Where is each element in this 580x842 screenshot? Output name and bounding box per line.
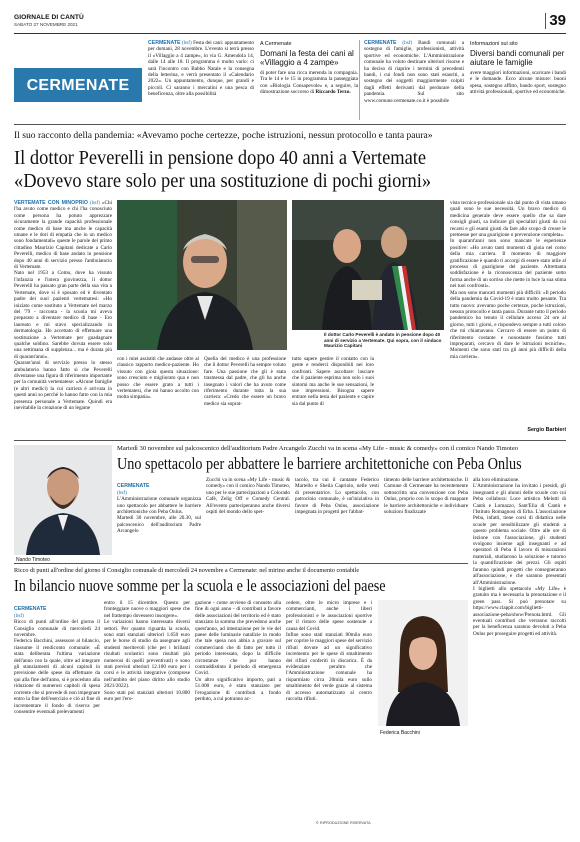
article2-headline: Uno spettacolo per abbattere le barriere architettoniche con Peba Onlus: [117, 454, 522, 473]
article2-column-4: timento delle barriere architettoniche. Il Comune di Cermenate ha recentemente sottoscritto una convenzione con Peba Onlus, proprio con lo scopo di mappare le barriere architettoniche e individuare soluzioni finalizzate: [384, 477, 468, 516]
timoteo-photo-illustration: [14, 445, 112, 555]
article3-lead: CERMENATE: [14, 606, 47, 613]
article3-rights: © RIPRODUZIONE RISERVATA: [316, 821, 371, 825]
main-photo-caption: Il dottor Carlo Peverelli è andato in pensione dopo 40 anni di servizio a Vertemate. Qui sopra, con il sindaco Maurizio Capitani: [324, 332, 442, 349]
brief-bandi-text2: avere maggiori informazioni, scaricare i bandi e le domande. Ecco alcune misure: buoni spesa, sostegno affitto, bando sport, sostegno attività professionali, sportive ed economiche.: [470, 70, 566, 96]
article2-column-3: tacolo, tra cui il cantante Federico Martello e Sheila Capriolo, nelle vesti di presentatrice. Lo spettacolo, con patrocinio comunale, è un'iniziativa in favore di Peba Onlus, associazione impegnata in progetti per l'abbat-: [295, 477, 379, 516]
brief-body: Festa dei cani: appuntamento per domani, 28 novembre. L'evento si terrà presso il «Villaggio a 4 zampe», in via G. Amendola 14, dalle 14 alle 18. Il programma è molto vario: ci sarà l'incontro con Babbo Natale e la consegna della letterina, e verrà presentato il «Calendario 2022». Un appuntamento, dunque, per grandi e piccoli. Ci saranno i mercatini e una pesca di beneficenza, oltre alla possibilità: [148, 40, 254, 98]
article2-overline: Martedì 30 novembre sul palcoscenico dell'auditorium Padre Arcangelo Zucchi va in scena «My Life - music & comedy» con il comico Nando Timoteo: [117, 445, 519, 452]
brief-body: Bandi comunali a sostegno di famiglie, professionisti, attività sportive ed economiche. L'Amministrazione comunale ha voluto destinare ulteriori risorse e ha deciso di riaprire i termini di precedenti bandi, i cui fondi non sono stati esauriti, a sostegno dei soggetti maggiormente colpiti dagli effetti derivanti dal perdurare della pandemia. Sul sito www.comune.cermenate.co.it è possibile: [364, 40, 464, 104]
page-number: 39: [549, 12, 566, 29]
brief-bandi-kicker: Informazioni sul sito: [470, 41, 518, 47]
photo-federica-bacchini: [378, 600, 468, 726]
brief-festa-cani-title: Domani la festa dei cani al «Villaggio a 4 zampe»: [260, 49, 354, 68]
main-overline: Il suo racconto della pandemia: «Avevamo poche certezze, poche istruzioni, nessun protocollo e tanta paura»: [14, 130, 433, 141]
article2-body-1: L'Amministrazione comunale organizza uno spettacolo per abbattere le barriere architettoniche con Peba Onlus. Martedì 30 novembre, alle 20.30, sul palcoscenico dell'auditorium Padre Arcangelo: [117, 496, 201, 535]
main-body-1: «Chi l'ha avuto come medico e chi l'ha conosciuto come persona ha potuto apprezzare sicuramente la grande capacità professionale come medico di base ma anche le capacità umane e le doti di empatia che in un medico sono fondamentali» queste le parole del primo cittadino Maurizio Capitani dedicate a Carlo Peverelli, medico di base andato in pensione dopo 40 anni di servizio presso l'ambulatorio di Vertemate. Nato nel 1953 a Como, dove ha vissuto l'infanzia e l'intera giovinezza, il dottor Peverelli ha passato gran parte della sua vita a Vertemate, dove si è sposato ed è diventato padre dei suoi pazienti vertematesi: «Ho iniziato come sostituto a Vertemate nel marzo del '79 - racconta - la scuola mi aveva preparato a diventare medico di base - Ero laureato e mi stavo specializzando in dermatologia. Ho accettato di effettuare una sostituzione a Vertemate per guadagnare qualche soldino. Sarebbe dovuta essere solo una settimana di supplenza... ma è durata più di quarant'anni». Quarant'anni di servizio presso lo stesso ambulatorio hanno fatto sì che Peverelli diventasse una figura di riferimento importante per la comunità vertematese: «Alcune famiglie (e altri medici) la cui carriera è arrivata in questi anni so perché lo hanno fatto con la mia presenza personale a Vertemate. Quindi era inevitabile la creazione di un legame: [14, 200, 112, 411]
article3-overline: Ricco di punti all'ordine del giorno il Consiglio comunale di mercoledì 24 novembre a Cermenate: nel mirino anche il documento contabile: [14, 567, 360, 574]
main-lead: VERTEMATE CON MINOPRIO: [14, 200, 88, 206]
main-column-3: Quella del medico è una professione che il dottor Peverelli ha sempre voluto fare. Una passione che gli è stata trasmessa dal padre, che gli ha anche insegnato i valori che ha avuto come riferimento durante tutta la sua carriera: «Credo che essere un bravo medico sia soprat-: [204, 356, 286, 407]
main-headline-2: «Dovevo stare solo per una sostituzione di pochi giorni»: [14, 170, 432, 192]
article3-tag: (bsf): [14, 612, 24, 619]
brief-divider: [359, 40, 360, 120]
town-banner-title: CERMENATE: [26, 77, 130, 94]
main-headline-1: Il dottor Peverelli in pensione dopo 40 anni a Vertemate: [14, 147, 427, 169]
brief-lead: CERMENATE: [148, 40, 181, 46]
issue-date: SABATO 27 NOVEMBRE 2021: [14, 22, 78, 27]
brief-body-2-name: Riccardo Terzo.: [315, 89, 351, 96]
town-banner: [14, 68, 142, 102]
article2-column-2: Zucchi va in scena «My Life - music & comedy» con il comico Nando Timoteo, uno per le sue partecipazioni a Colorado Cafè, Zelig Off e Comedy Central. All'evento parteciperanno anche diversi ospiti del mondo dello spet-: [206, 477, 290, 516]
article2-column-1: [117, 477, 201, 557]
brief-festa-cani-text2: [260, 70, 358, 112]
article2-tag: (bsf): [117, 489, 127, 496]
section-rule-2: [14, 440, 566, 441]
main-column-5: vista tecnico-professionale sia dal punto di vista umano quali sono le sue necessità. Un bravo medico di medicina generale deve essere quello che sa dare consigli giusti, sa indicare gli specialisti giusti da cui recarsi e gli esami giusti da fare allo scopo di creare le premesse per una guarigione o prevenzione completa». In quarant'anni non sono mancate le esperienze positive: «Ho avuto tanti momenti di gioia nel corso della mia carriera. Il momento di maggiore gratificazione è quando ti accorgi di essere stato utile al processo di guarigione del paziente. Altrettanta soddisfazione è la riconoscenza del paziente sotto forma anche di un sorriso che mette in luce la sua stima nei tuoi confronti». Ma non sono mancati momenti più difficili: «Il periodo della pandemia da Covid-19 è stato molto pesante. Tra tutto nuovo: avevamo poche certezze, poche istruzioni, nessun protocollo e tanta paura. Durante tutto il periodo pandemico ho tenuto il cellulare acceso 24 ore al giorno, tutti i giorni, e rispondevo sempre a tutti coloro che mi chiamavano. Cercavo di essere un punto di riferimento costante e nonostante fossimo tutti impreparati, cercavo di dare le istruzioni tecniche». Momenti che sono stati tra gli anni più difficili della mia carriera».: [450, 200, 566, 360]
article2-lead: CERMENATE: [117, 483, 150, 490]
brief-festa-cani-kicker: A Cermenate: [260, 41, 292, 47]
main-column-4: tutto sapere gestire il contatto con la gente e renderci disponibili nei loro confronti. Sapere ascoltare: lasciare che il paziente esprima non solo i suoi sintomi ma anche le sue sensazioni, le sue impressioni. Bisogna sapere entrare nella testa del paziente e capire sia dal punto di: [292, 356, 374, 407]
newspaper-name: GIORNALE DI CANTÙ: [14, 14, 84, 21]
brief-lead: CERMENATE: [364, 40, 397, 46]
brief-tag: (bsf): [402, 40, 413, 46]
article3-column-1: [14, 600, 100, 828]
photo-peverelli-sindaco: [292, 200, 444, 330]
photo-peverelli-portrait: [117, 200, 287, 350]
article3-column-4: cedere, oltre le micro imprese e i commercianti, anche i liberi professionisti e le associazioni sportive per il ristoro delle spese sostenute a causa del Covid. Infine sono stati stanziati 80mila euro per coprire le maggiori spese del servizio rifiuti dovute ad un significativo incremento per le spese di smaltimento dei rifiuti conferiti in discarica. È da evidenziare peraltro che l'Amministrazione comunale ha risparmiato circa 20mila euro sullo smaltimento del verde grazie al sistema di accesso automatizzato al centro raccolta rifiuti.: [286, 600, 372, 703]
main-column-2: con i miei assistiti che andasse oltre al classico rapporto medico-paziente. Ho vissuto con gioia questa situazione: sono cresciuto e migliorato qua e non posso che essere grato a tutti i vertematesi, che mi hanno accolto con molta simpatia».: [117, 356, 199, 401]
brief-tag: (bsf): [181, 40, 192, 46]
article3-body-1: Ricco di punti all'ordine del giorno il Consiglio comunale di mercoledì 24 novembre. Federica Bacchini, assessore al bilancio, riassume il rendiconto comunale: «È stata deliberata l'ultima variazione dell'anno con la quale, oltre ad integrare gli stanziamenti di alcuni capitoli in previsione delle spese da effettuare da qui alla fine dell'anno, si è proceduto alla riduzione di numerosi capitoli di spesa corrente che si prevede di non impegnare entro la fine dell'esercizio e ciò al fine di incrementare il fondo di riserva per consentire eventuali prelevamenti: [14, 619, 100, 715]
article2-photo-caption: Nando Timoteo: [16, 557, 50, 563]
main-tag: (bsf): [90, 200, 100, 206]
photo-nando-timoteo: [14, 445, 112, 555]
section-rule-1: [14, 124, 566, 125]
main-signature: Sergio Barbieri: [527, 427, 566, 433]
article3-photo-caption: Federica Bacchini: [380, 730, 420, 736]
header-rule: [14, 33, 566, 34]
bacchini-photo-illustration: [378, 600, 468, 726]
page-header: [14, 12, 566, 34]
page-number-divider: [545, 13, 546, 29]
main-column-1: [14, 200, 112, 436]
article3-column-3: gazione - come avviene di consueto alla fine di ogni anno - di contributi a favore delle associazioni del territorio ed è stato stanziato la somma che prevedono anche quest'anno, ad intestazione per le vie del paese delle luminarie natalizie in modo che tale spesa non abbia a gravare sul commercianti che di fatto per tutto il periodo interessato, dopo la difficile circostanze che pur hanno contraddistinto il periodo di emergenza Covid. Un altro significativo importo, pari a 51.000 euro, è stato stanziato per l'erogazione di contributi a fondo perduto, a cui potranno ac-: [195, 600, 281, 703]
brief-body-2: di poter fare una ricca merenda in compagnia. Tra le 14 e le 15 in programma la passeggiata con «Biologia Consapevole» e, a seguire, la dimostrazione soccorso di: [260, 70, 358, 96]
article3-column-2: entro il 15 dicembre. Questo per fronteggiare nuove o maggiori spese che nel frattempo dovessero insorgere». Le variazioni hanno interessato diversi settori. Per quanto riguarda la scuola, sono stati stanziati ulteriori 1.650 euro per le borse di studio da assegnare agli studenti meritevoli (che per i brillanti risultati scolastici sono risultati più numerosi di quelli preventivati) e sono stati previsti ulteriori 12.100 euro per i corsi e le attività integrative (comprese nell'ambito del piano diritto allo studio 2021/2022). Sono stati poi stanziati ulteriori 10.800 euro per l'ero-: [104, 600, 190, 703]
brief-bandi-title: Diversi bandi comunali per aiutare le famiglie: [470, 49, 565, 68]
article3-headline: In bilancio nuove somme per la scuola e le associazioni del paese: [14, 576, 386, 595]
section-rule-3: [14, 563, 468, 564]
article2-column-5: alla loro eliminazione. L'Amministrazione ha invitato i presidi, gli insegnanti e gli alunni delle scuole con cui Peba collabora: Luce artistico Melotti di Cantù e Lomazzo, Sant'Elia di Cantù e l'Istituto Romagnosi di Erba. L'associazione Peba, infatti, tiene corsi di didattica nelle scuole per sensibilizzare gli studenti a questo problema sociale. Oltre alle ore di lezione con l'associazione, gli studenti svolgono insieme agli insegnanti e ad operatori di Peba il lavoro di misurazioni materiali, studiarono la soluzione e tutorno la quantificazione dei prezzi. Gli ospiti faranno quindi progetti che consegneranno all'associazione, e che saranno presentati all'Amministrazione. I biglietti allo spettacolo «My Life» è gratuito ma è necessaria la prenotazione e il green pass. Si può prenotare su https://www.clappit.com/biglietti-associazione-peba/show/Prenota.html. Gli eventuali contributi che verranno raccolti per la beneficenza saranno devoluti a Peba Onlus per proseguire progetti ed attività.: [473, 477, 566, 637]
portrait-illustration: [117, 200, 287, 350]
mayor-photo-illustration: [292, 200, 444, 330]
